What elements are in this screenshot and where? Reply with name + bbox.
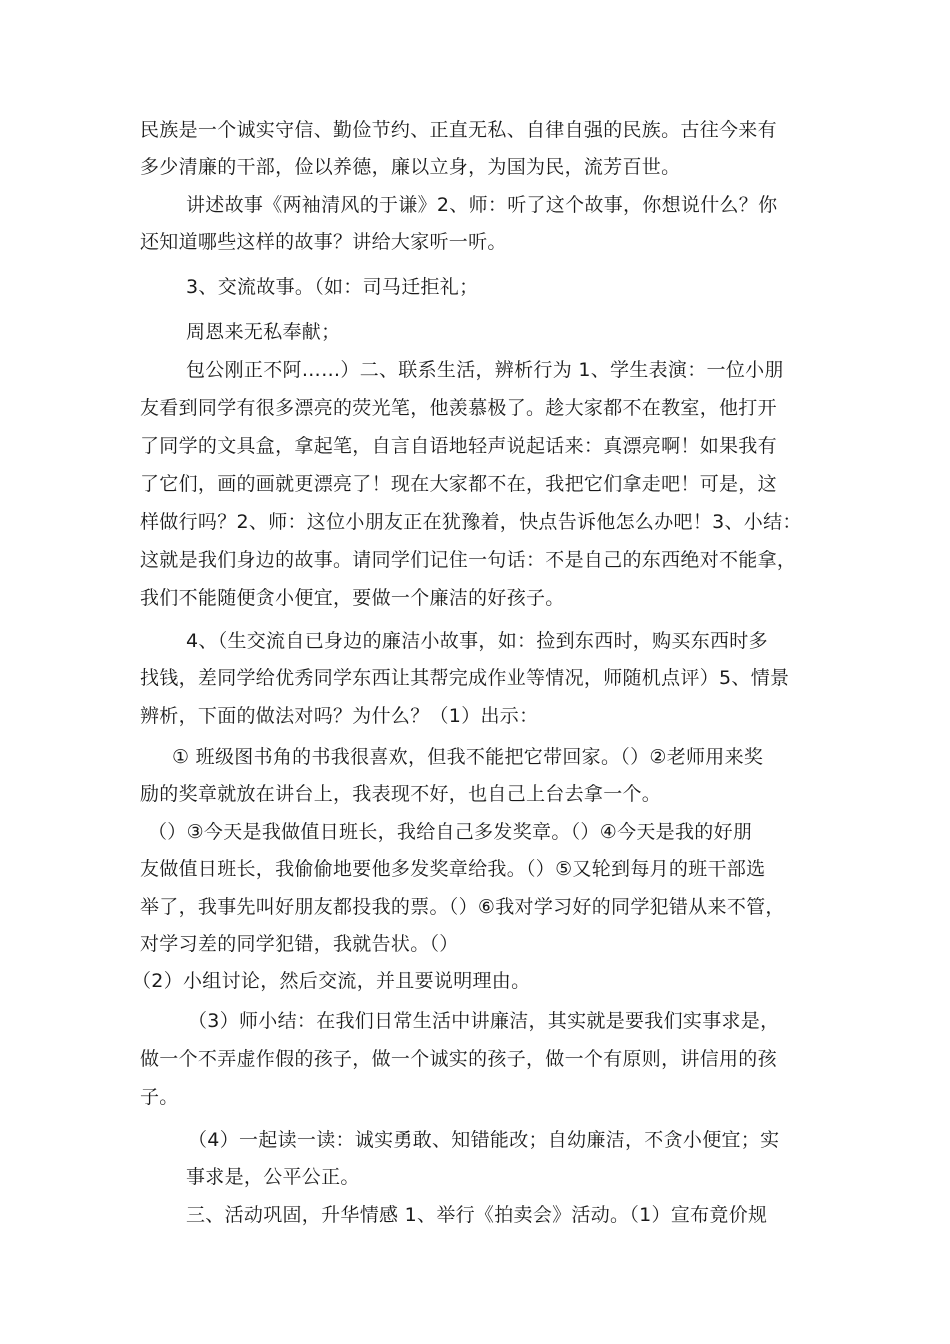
text-line: 这就是我们身边的故事。请同学们记住一句话：不是自己的东西绝对不能拿， — [140, 549, 797, 571]
text-line: 举了，我事先叫好朋友都投我的票。（）⑥我对学习好的同学犯错从来不管， — [140, 896, 785, 918]
text-line: 民族是一个诚实守信、勤俭节约、正直无私、自律自强的民族。古往今来有 — [140, 119, 777, 141]
text-line: （2）小组讨论，然后交流，并且要说明理由。 — [132, 970, 531, 992]
text-line: 子。 — [140, 1086, 179, 1108]
text-line: 周恩来无私奉献； — [186, 321, 341, 343]
text-line: 我们不能随便贪小便宜，要做一个廉洁的好孩子。 — [140, 587, 565, 609]
text-line: 三、活动巩固，升华情感 1、举行《拍卖会》活动。（1）宣布竟价规 — [186, 1204, 768, 1226]
text-line: 讲述故事《两袖清风的于谦》2、师：听了这个故事，你想说什么？你 — [186, 194, 778, 216]
text-line: 对学习差的同学犯错，我就告状。（） — [140, 933, 459, 955]
text-line: （3）师小结：在我们日常生活中讲廉洁，其实就是要我们实事求是， — [188, 1010, 780, 1032]
text-line: 还知道哪些这样的故事？讲给大家听一听。 — [140, 231, 507, 253]
text-line: 了它们，画的画就更漂亮了！现在大家都不在，我把它们拿走吧！可是，这 — [140, 473, 777, 495]
text-line: ① 班级图书角的书我很喜欢，但我不能把它带回家。（）②老师用来奖 — [172, 746, 764, 768]
text-line: （4）一起读一读：诚实勇敢、知错能改；自幼廉洁，不贪小便宜；实 — [188, 1129, 780, 1151]
text-line: 样做行吗？2、师：这位小朋友正在犹豫着，快点告诉他怎么办吧！3、小结： — [140, 511, 802, 533]
text-line: 找钱，差同学给优秀同学东西让其帮完成作业等情况，师随机点评）5、情景 — [140, 667, 790, 689]
text-line: 事求是，公平公正。 — [186, 1166, 360, 1188]
text-line: 多少清廉的干部，俭以养德，廉以立身，为国为民，流芳百世。 — [140, 156, 681, 178]
text-line: 3、交流故事。（如：司马迁拒礼； — [186, 276, 479, 298]
text-line: 辨析，下面的做法对吗？为什么？（1）出示： — [140, 705, 539, 727]
text-line: 做一个不弄虚作假的孩子，做一个诚实的孩子，做一个有原则，讲信用的孩 — [140, 1048, 777, 1070]
text-line: 包公刚正不阿……）二、联系生活，辨析行为 1、学生表演：一位小朋 — [186, 359, 784, 381]
text-line: （）③今天是我做值日班长，我给自己多发奖章。（）④今天是我的好朋 — [148, 821, 753, 843]
text-line: 4、（生交流自已身边的廉洁小故事，如：捡到东西时，购买东西时多 — [186, 630, 768, 652]
text-line: 了同学的文具盒，拿起笔，自言自语地轻声说起话来：真漂亮啊！如果我有 — [140, 435, 777, 457]
text-line: 励的奖章就放在讲台上，我表现不好，也自己上台去拿一个。 — [140, 783, 662, 805]
text-line: 友做值日班长，我偷偷地要他多发奖章给我。（）⑤又轮到每月的班干部选 — [140, 858, 766, 880]
text-line: 友看到同学有很多漂亮的荧光笔，他羡慕极了。趁大家都不在教室，他打开 — [140, 397, 777, 419]
